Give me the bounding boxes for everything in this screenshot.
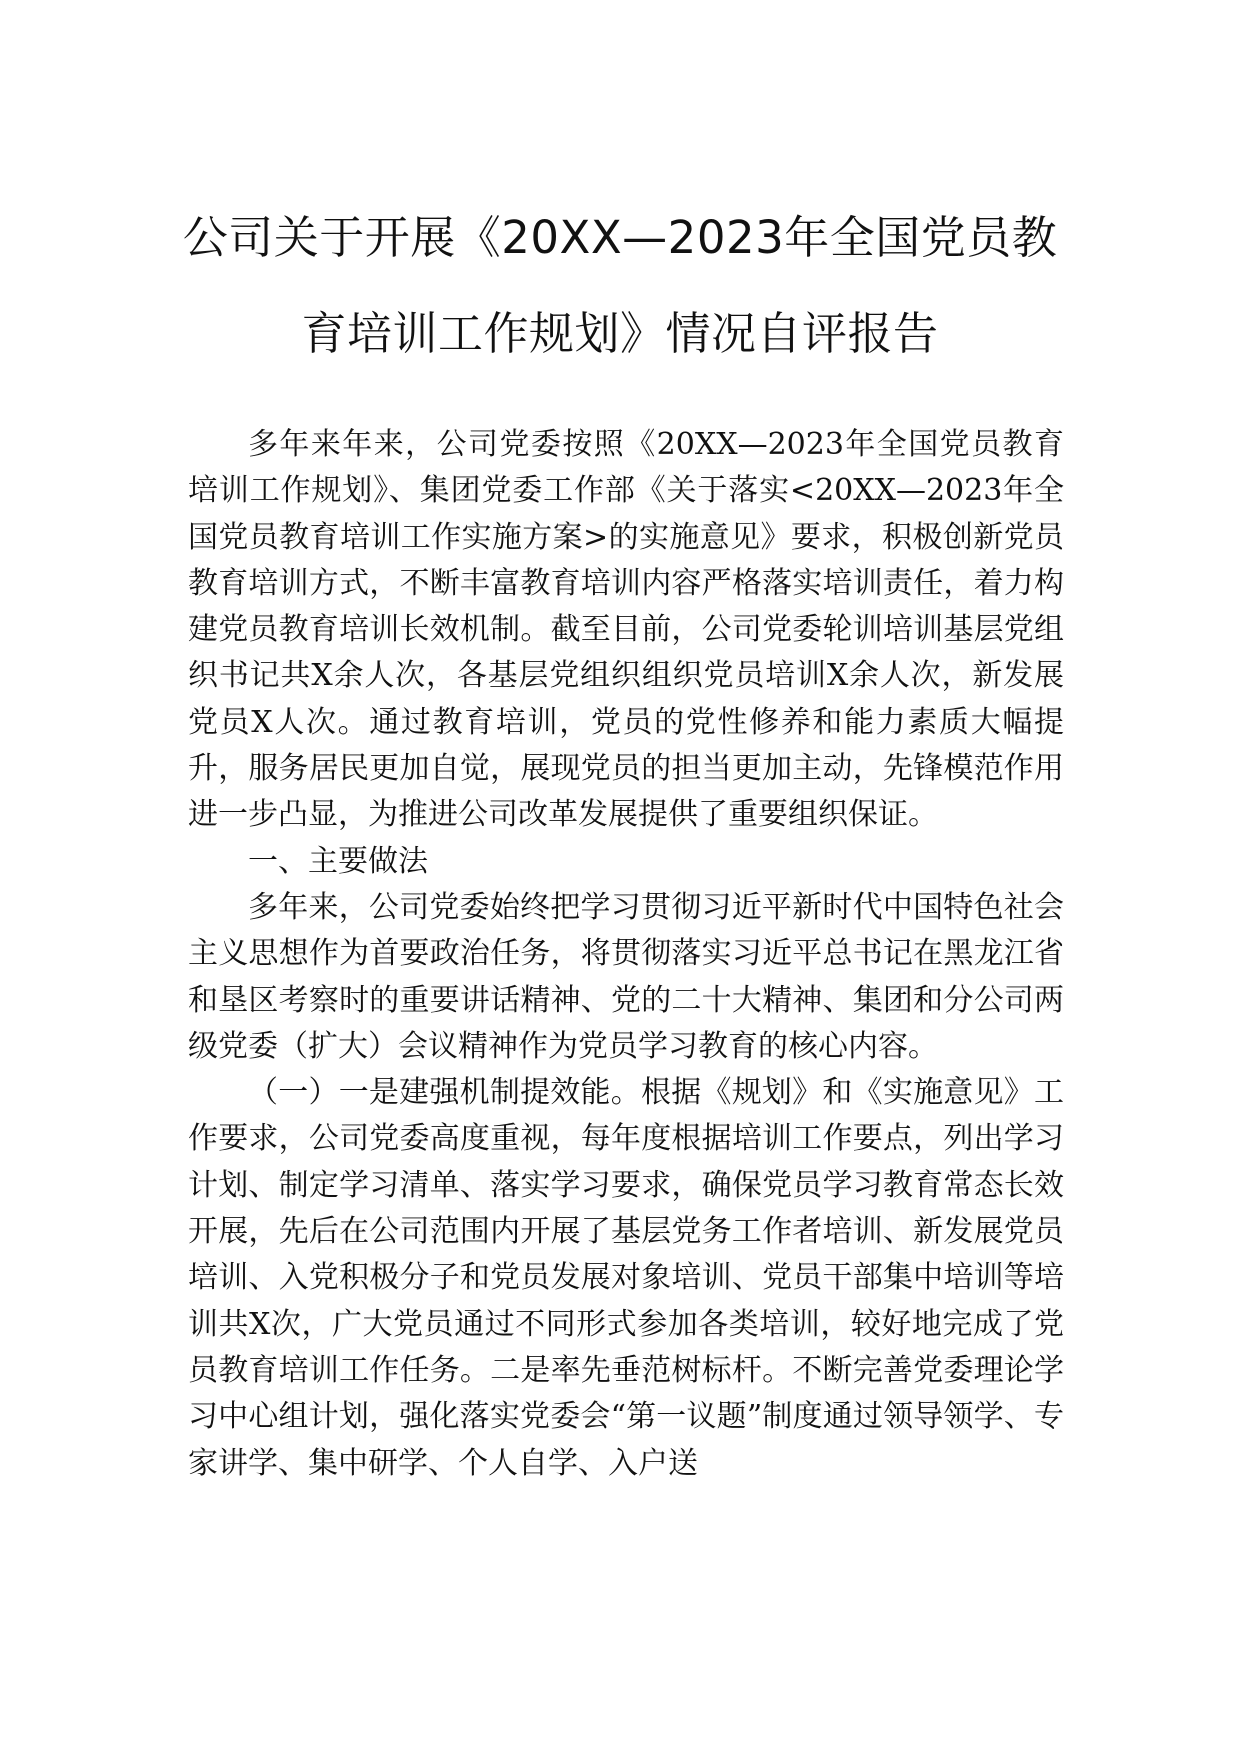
intro-paragraph: 多年来年来，公司党委按照《20XX—2023年全国党员教育培训工作规划》、集团党委工作部《关于落实<20XX—2023年全国党员教育培训工作实施方案>的实施意见》要求，积极创新党员教育培训方式，不断丰富教育培训内容严格落实培训责任，着力构建党员教育培训长效机制。截至目前，公司党委轮训培训基层党组织书记共X余人次，各基层党组织组织党员培训X余人次，新发展党员X人次。通过教育培训，党员的党性修养和能力素质大幅提升，服务居民更加自觉，展现党员的担当更加主动，先锋模范作用进一步凸显，为推进公司改革发展提供了重要组织保证。 [188, 427, 1064, 833]
document-body [188, 422, 1064, 1487]
section-paragraph: 多年来，公司党委始终把学习贯彻习近平新时代中国特色社会主义思想作为首要政治任务，将贯彻落实习近平总书记在黑龙江省和垦区考察时的重要讲话精神、党的二十大精神、集团和分公司两级党委（扩大）会议精神作为党员学习教育的核心内容。 [188, 889, 1064, 1064]
title-line-1: 公司关于开展《20XX—2023年全国党员教 [182, 211, 1058, 264]
title-line-2: 育培训工作规划》情况自评报告 [301, 307, 939, 360]
document-title [150, 190, 1090, 382]
section-heading-main-practices: 一、主要做法 [248, 843, 428, 879]
subsection-paragraph: （一）一是建强机制提效能。根据《规划》和《实施意见》工作要求，公司党委高度重视，每年度根据培训工作要点，列出学习计划、制定学习清单、落实学习要求，确保党员学习教育常态长效开展，先后在公司范围内开展了基层党务工作者培训、新发展党员培训、入党积极分子和党员发展对象培训、党员干部集中培训等培训共X次，广大党员通过不同形式参加各类培训，较好地完成了党员教育培训工作任务。二是率先垂范树标杆。不断完善党委理论学习中心组计划，强化落实党委会“第一议题”制度通过领导领学、专家讲学、集中研学、个人自学、入户送 [188, 1075, 1064, 1481]
